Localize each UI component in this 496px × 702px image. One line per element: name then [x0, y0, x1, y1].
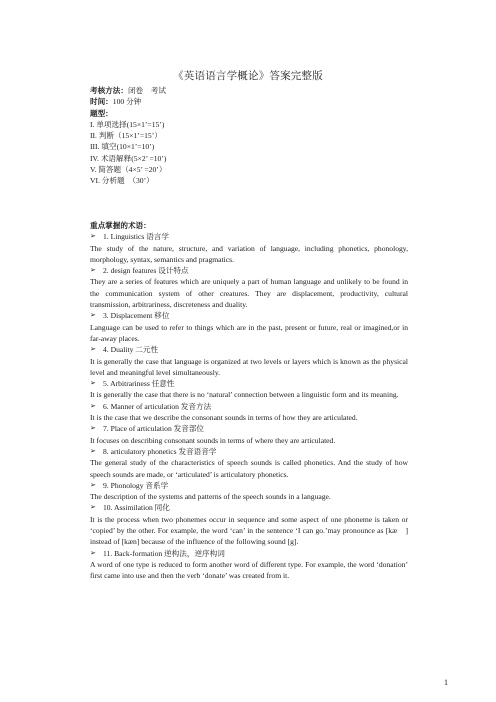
term-heading [90, 344, 408, 355]
bullet-arrow-icon: ➢ [90, 548, 96, 557]
term-definition: A word of one type is reduced to form another word of different type. For example, the word ‘donation’ first came into use and then the verb ‘donate’ was created from it. [90, 559, 408, 581]
term-label: 2. design features 设计特点 [103, 266, 189, 276]
term-definition: They are a series of features which are uniquely a part of human language and unlikely to be found in the communication system of other creatures. They are displacement, productivity, cultural transmission, arbitrariness, discreteness and duality. [90, 277, 408, 310]
term-heading [90, 231, 408, 242]
bullet-arrow-icon: ➢ [90, 480, 96, 489]
bullet-arrow-icon: ➢ [90, 266, 96, 275]
exam-info [90, 85, 420, 187]
question-type-item: I. 单项选择(15×1’=15’) [90, 119, 165, 129]
term-definition: The study of the nature, structure, and variation of language, including phonetics, phonology, morphology, syntax, semantics and pragmatics. [90, 243, 408, 264]
bullet-arrow-icon: ➢ [90, 345, 96, 354]
term-heading [90, 548, 408, 559]
term-definition: It is the case that we describe the consonant sounds in terms of how they are articulated. [90, 413, 358, 423]
question-type-item: IV. 术语解释(5×2’ =10’) [90, 153, 167, 163]
exam-method-label: 考核方法： [90, 86, 128, 95]
term-definition: It is generally the case that there is no ‘natural’ connection between a linguistic form and its meaning. [90, 390, 399, 400]
term-heading [90, 378, 408, 389]
question-type-item: VI. 分析题 （30’） [90, 176, 154, 186]
question-types-heading: 题型： [90, 108, 113, 118]
bullet-arrow-icon: ➢ [90, 446, 96, 455]
bullet-arrow-icon: ➢ [90, 401, 96, 410]
term-heading [90, 401, 408, 412]
term-label: 10. Assimilation 同化 [103, 503, 170, 513]
bullet-arrow-icon: ➢ [90, 424, 96, 433]
time-value: 100 分钟 [112, 97, 142, 107]
time-label: 时间： [90, 97, 113, 107]
term-label: 6. Manner of articulation 发音方法 [103, 401, 212, 411]
exam-method-row [90, 85, 420, 96]
term-label: 5. Arbitrariness 任意性 [103, 379, 175, 389]
section-title: 重点掌握的术语： [90, 221, 151, 230]
term-label: 8. articulatory phonetics 发音语音学 [103, 446, 217, 456]
term-heading [90, 310, 408, 321]
term-label: 3. Displacement 移位 [103, 311, 170, 321]
term-heading [90, 423, 408, 434]
time-row [90, 96, 420, 107]
term-label: 11. Back-formation 逆构法，逆序构词 [103, 548, 225, 558]
term-label: 4. Duality 二元性 [103, 345, 159, 355]
page-number: 1 [444, 678, 448, 687]
term-definition: It focuses on describing consonant sounds in terms of where they are articulated. [90, 435, 336, 445]
bullet-arrow-icon: ➢ [90, 503, 96, 512]
term-label: 7. Place of articulation 发音部位 [103, 424, 205, 434]
question-type-item: III. 填空(10×1’=10’) [90, 142, 155, 152]
bullet-arrow-icon: ➢ [90, 232, 96, 241]
term-label: 9. Phonology 音系学 [103, 480, 169, 490]
term-definition: Language can be used to refer to things which are in the past, present or future, real or imagined,or in far-away places. [90, 322, 408, 343]
term-heading [90, 480, 408, 491]
term-heading [90, 265, 408, 276]
term-definition: It is the process when two phonemes occur in sequence and some aspect of one phoneme is taken or ‘copied’ by the other. For example, the word ‘can’ in the sentence ‘I can go.’may pronounce as [kæ ] instead of [kæn] because of the influence of the following sound [g]. [90, 514, 408, 547]
question-type-item: V. 简答题（4×5’ =20’） [90, 165, 167, 175]
term-definition: The description of the systems and patterns of the speech sounds in a language. [90, 492, 331, 502]
key-terms-section [90, 220, 408, 582]
exam-method-value: 闭卷 考试 [127, 86, 166, 95]
term-definition: It is generally the case that language is organized at two levels or layers which is known as the physical level and meaningful level simultaneously. [90, 356, 408, 377]
term-label: 1. Linguistics 语言学 [103, 232, 170, 242]
bullet-arrow-icon: ➢ [90, 311, 96, 320]
document-title: 《英语语言学概论》答案完整版 [173, 71, 323, 82]
question-type-item: II. 判断（15×1’=15’） [90, 131, 162, 141]
term-heading [90, 446, 408, 457]
term-definition: The general study of the characteristics of speech sounds is called phonetics. And the study of how speech sounds are made, or ‘articulated’ is articulatory phonetics. [90, 458, 408, 479]
term-heading [90, 502, 408, 513]
bullet-arrow-icon: ➢ [90, 379, 96, 388]
